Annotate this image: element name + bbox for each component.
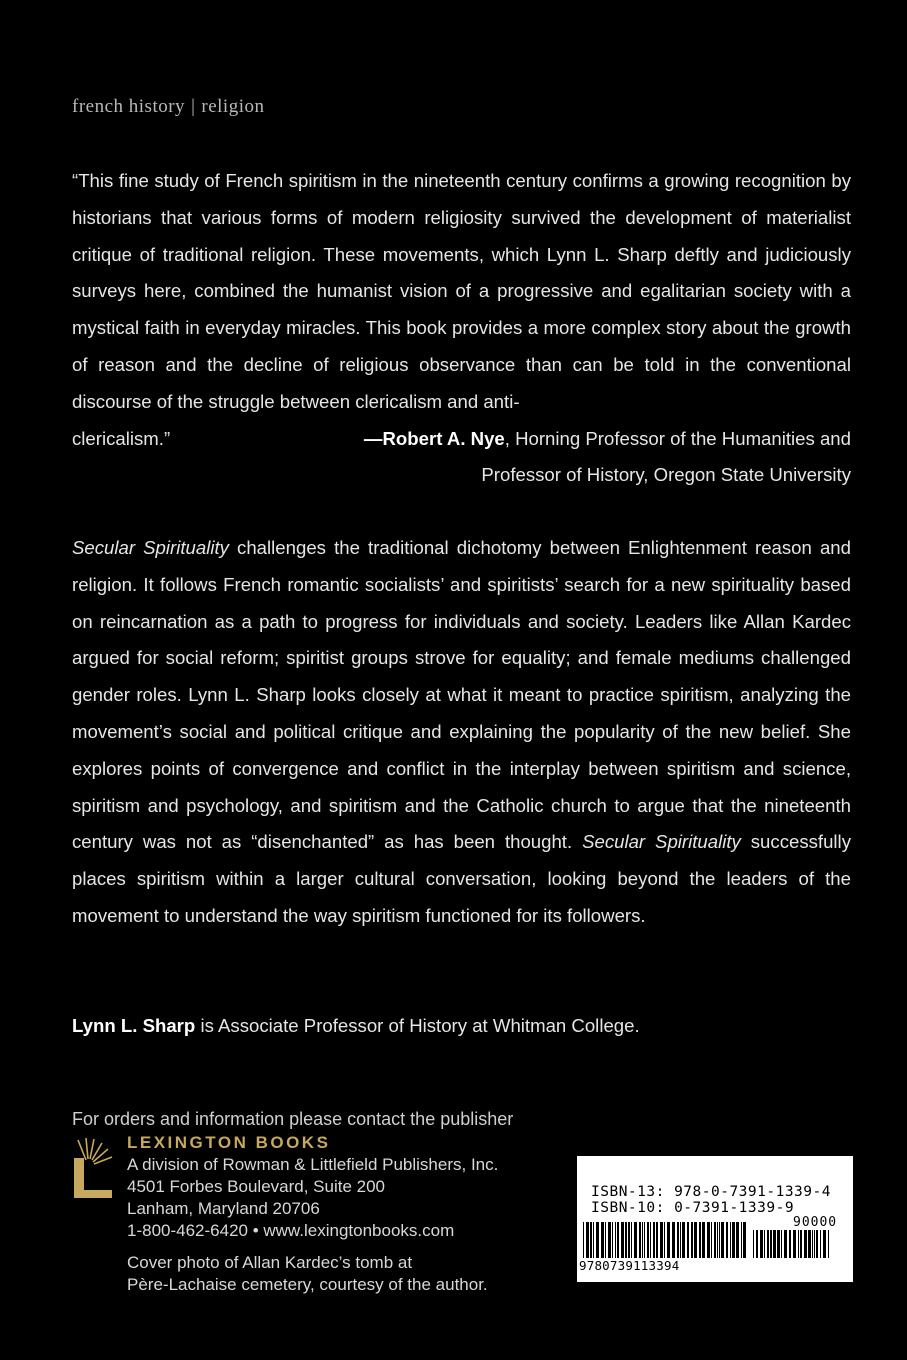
category-religion: religion xyxy=(201,96,265,117)
barcode-bar xyxy=(625,1222,627,1258)
barcode-bar xyxy=(798,1230,799,1258)
barcode-bar xyxy=(621,1222,624,1258)
barcode-bar xyxy=(711,1222,712,1258)
publisher-address-city: Lanham, Maryland 20706 xyxy=(127,1199,320,1218)
barcode-bar xyxy=(605,1222,606,1258)
cover-photo-credit-1: Cover photo of Allan Kardec’s tomb at xyxy=(127,1253,413,1272)
book-title-italic: Secular Spirituality xyxy=(72,537,229,558)
publisher-division: A division of Rowman & Littlefield Publishers, Inc. xyxy=(127,1155,499,1174)
barcode-bar xyxy=(816,1230,818,1258)
barcode-bar xyxy=(680,1222,681,1258)
description-part-1: challenges the traditional dichotomy between Enlightenment reason and religion. It follows French romantic socialists’ and spiritists’ search for a new spirituality based on reincarnation as a path to progress for individuals and society. Leaders like Allan Kardec argued for social reform; spiritist groups strove for equality; and female mediums challenged gender roles. Lynn L. Sharp looks closely at what it meant to practice spiritism, analyzing the movement’s social and political critique and explaining the popularity of the new belief. She explores points of convergence and conflict in the interplay between spiritism and science, spiritism and psychology, and spiritism and the Catholic church to argue that the nineteenth century was not as “disenchanted” as has been thought. xyxy=(72,537,851,853)
ean-digits: 9780739113394 xyxy=(579,1258,680,1273)
barcode-bar xyxy=(631,1222,632,1258)
barcode-bar xyxy=(634,1222,637,1258)
barcode-bar xyxy=(770,1230,772,1258)
lexington-logo-icon xyxy=(72,1136,114,1200)
publisher-contact: For orders and information please contact the publisher xyxy=(72,1109,514,1129)
barcode-bar xyxy=(647,1222,649,1258)
isbn-barcode xyxy=(577,1156,853,1282)
author-bio xyxy=(72,1008,851,1045)
barcode-bar xyxy=(777,1230,780,1258)
barcode-bar xyxy=(590,1222,592,1258)
barcode-bar xyxy=(672,1222,675,1258)
barcode-bar xyxy=(773,1230,776,1258)
barcode-bar xyxy=(726,1222,728,1258)
description-part-2: successfully places spiritism within a larger cultural conversation, looking beyond the leaders of the movement to understand the way spiritism functioned for its followers. xyxy=(72,831,851,926)
barcode-bar xyxy=(823,1230,826,1258)
barcode-bar xyxy=(789,1230,791,1258)
category-separator: | xyxy=(191,96,196,117)
barcode-bar xyxy=(743,1222,746,1258)
barcode-bar xyxy=(721,1222,724,1258)
attribution-title: , Horning Professor of the Humanities and xyxy=(504,427,851,449)
publisher-address-street: 4501 Forbes Boulevard, Suite 200 xyxy=(127,1177,386,1196)
barcode-bar xyxy=(664,1222,665,1258)
addon-barcode-bars xyxy=(753,1230,833,1258)
barcode-bar xyxy=(730,1222,731,1258)
barcode-bar xyxy=(650,1222,651,1258)
barcode-bar xyxy=(820,1230,821,1258)
barcode-bar xyxy=(714,1222,716,1258)
barcode-bar xyxy=(764,1230,765,1258)
category-french-history: french history xyxy=(72,96,186,117)
barcode-bar xyxy=(741,1222,742,1258)
barcode-bar xyxy=(808,1230,811,1258)
endorsement-quote xyxy=(72,163,851,494)
barcode-bar xyxy=(691,1222,693,1258)
barcode-bar xyxy=(699,1222,701,1258)
barcode-bar xyxy=(628,1222,630,1258)
barcode-bar xyxy=(615,1222,616,1258)
attribution-affiliation: Professor of History, Oregon State University xyxy=(481,464,851,486)
barcode-bar xyxy=(593,1222,594,1258)
barcode-bar xyxy=(717,1222,718,1258)
barcode-bar xyxy=(694,1222,697,1258)
barcode-bar xyxy=(760,1230,763,1258)
barcode-bar xyxy=(736,1222,739,1258)
barcode-bar xyxy=(800,1230,802,1258)
barcode-bar xyxy=(677,1222,679,1258)
barcode-bar xyxy=(784,1230,787,1258)
publisher-name: LEXINGTON BOOKS xyxy=(127,1133,331,1152)
barcode-bar xyxy=(814,1230,815,1258)
publisher-info xyxy=(72,1108,513,1296)
barcode-bar xyxy=(642,1222,643,1258)
barcode-bar xyxy=(767,1230,769,1258)
barcode-bar xyxy=(660,1222,663,1258)
barcode-bar xyxy=(583,1222,584,1258)
barcode-bar xyxy=(793,1230,796,1258)
barcode-bar xyxy=(596,1222,599,1258)
subject-category xyxy=(72,96,264,118)
book-description xyxy=(72,530,851,935)
author-bio-text: is Associate Professor of History at Whitman College. xyxy=(195,1015,640,1036)
quote-last-word: clericalism.” xyxy=(72,427,171,449)
barcode-bar xyxy=(608,1222,611,1258)
publisher-body xyxy=(72,1132,513,1296)
isbn-13-label: ISBN-13: 978-0-7391-1339-4 xyxy=(591,1184,831,1200)
isbn-10-label: ISBN-10: 0-7391-1339-9 xyxy=(591,1200,795,1216)
publisher-phone-web: 1-800-462-6420 • www.lexingtonbooks.com xyxy=(127,1221,455,1240)
barcode-bar xyxy=(656,1222,658,1258)
cover-photo-credit-2: Père-Lachaise cemetery, courtesy of the author. xyxy=(127,1275,488,1294)
barcode-bar xyxy=(667,1222,670,1258)
barcode-bar xyxy=(756,1230,758,1258)
barcode-bar xyxy=(639,1222,641,1258)
barcode-bar xyxy=(617,1222,619,1258)
barcode-bar xyxy=(732,1222,735,1258)
barcode-bar xyxy=(644,1222,645,1258)
quote-attribution-line xyxy=(72,421,851,458)
barcode-bar xyxy=(753,1230,754,1258)
barcode-bar xyxy=(653,1222,655,1258)
ean-barcode-bars xyxy=(583,1222,747,1258)
book-title-italic: Secular Spirituality xyxy=(582,831,741,853)
attribution-name: —Robert A. Nye xyxy=(363,427,505,449)
barcode-bar xyxy=(828,1230,829,1258)
barcode-bar xyxy=(804,1230,807,1258)
barcode-bar xyxy=(719,1222,720,1258)
barcode-bar xyxy=(702,1222,705,1258)
barcode-bar xyxy=(707,1222,710,1258)
barcode-bar xyxy=(687,1222,689,1258)
quote-attribution xyxy=(364,421,851,458)
barcode-bar xyxy=(586,1222,589,1258)
barcode-bar xyxy=(612,1222,613,1258)
barcode-bar xyxy=(812,1230,813,1258)
barcode-bar xyxy=(781,1230,782,1258)
quote-text: “This fine study of French spiritism in the nineteenth century confirms a growing recognition by historians that various forms of modern religiosity survived the development of materialist critique of traditional religion. These movements, which Lynn L. Sharp deftly and judiciously surveys here, combined the humanist vision of a progressive and egalitarian society with a mystical faith in everyday miracles. This book provides a more complex story about the growth of reason and the decline of religious observance than can be told in the conventional discourse of the struggle between clericalism and anti- xyxy=(72,170,851,412)
author-name: Lynn L. Sharp xyxy=(72,1015,196,1036)
barcode-bar xyxy=(682,1222,685,1258)
barcode-bar xyxy=(601,1222,604,1258)
price-code: 90000 xyxy=(793,1215,838,1230)
